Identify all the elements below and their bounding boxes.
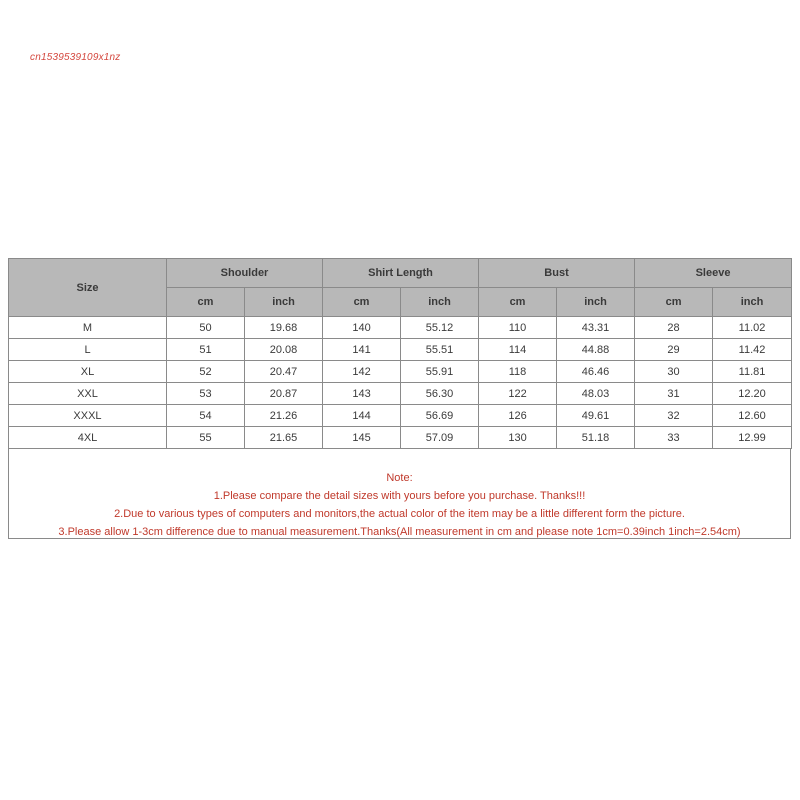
table-cell: 56.69 bbox=[401, 405, 479, 427]
table-cell: 20.08 bbox=[245, 339, 323, 361]
table-cell: 51 bbox=[167, 339, 245, 361]
table-cell: 145 bbox=[323, 427, 401, 449]
table-cell: 110 bbox=[479, 317, 557, 339]
table-cell: 12.20 bbox=[713, 383, 792, 405]
unit-header: inch bbox=[245, 288, 323, 317]
table-cell: 12.99 bbox=[713, 427, 792, 449]
unit-header: inch bbox=[401, 288, 479, 317]
table-header bbox=[9, 259, 792, 317]
table-cell: 57.09 bbox=[401, 427, 479, 449]
table-cell: 51.18 bbox=[557, 427, 635, 449]
size-cell: M bbox=[9, 317, 167, 339]
table-cell: 44.88 bbox=[557, 339, 635, 361]
table-cell: 118 bbox=[479, 361, 557, 383]
table-cell: 142 bbox=[323, 361, 401, 383]
table-cell: 54 bbox=[167, 405, 245, 427]
table-cell: 50 bbox=[167, 317, 245, 339]
table-cell: 43.31 bbox=[557, 317, 635, 339]
table-cell: 11.42 bbox=[713, 339, 792, 361]
size-table bbox=[8, 258, 792, 449]
table-cell: 32 bbox=[635, 405, 713, 427]
table-cell: 31 bbox=[635, 383, 713, 405]
note-box bbox=[8, 449, 791, 539]
shirt-length-header: Shirt Length bbox=[323, 259, 479, 288]
table-row bbox=[9, 339, 792, 361]
size-column-header: Size bbox=[9, 259, 167, 317]
size-cell: XL bbox=[9, 361, 167, 383]
table-cell: 114 bbox=[479, 339, 557, 361]
table-cell: 144 bbox=[323, 405, 401, 427]
note-line-1: 1.Please compare the detail sizes with yours before you purchase. Thanks!!! bbox=[213, 490, 586, 502]
table-cell: 55.51 bbox=[401, 339, 479, 361]
table-cell: 20.47 bbox=[245, 361, 323, 383]
size-cell: XXL bbox=[9, 383, 167, 405]
table-cell: 46.46 bbox=[557, 361, 635, 383]
table-cell: 122 bbox=[479, 383, 557, 405]
table-cell: 49.61 bbox=[557, 405, 635, 427]
table-row bbox=[9, 383, 792, 405]
table-row bbox=[9, 405, 792, 427]
table-cell: 48.03 bbox=[557, 383, 635, 405]
table-cell: 126 bbox=[479, 405, 557, 427]
table-cell: 55.91 bbox=[401, 361, 479, 383]
table-cell: 33 bbox=[635, 427, 713, 449]
table-row bbox=[9, 361, 792, 383]
table-cell: 11.81 bbox=[713, 361, 792, 383]
unit-header: cm bbox=[323, 288, 401, 317]
header-group-row bbox=[9, 259, 792, 288]
watermark-text: cn1539539109x1nz bbox=[30, 52, 121, 63]
unit-header: cm bbox=[479, 288, 557, 317]
size-chart bbox=[8, 258, 791, 539]
table-row bbox=[9, 317, 792, 339]
table-cell: 130 bbox=[479, 427, 557, 449]
table-row bbox=[9, 427, 792, 449]
table-cell: 55.12 bbox=[401, 317, 479, 339]
size-cell: 4XL bbox=[9, 427, 167, 449]
table-cell: 143 bbox=[323, 383, 401, 405]
note-line-3: 3.Please allow 1-3cm difference due to manual measurement.Thanks(All measurement in cm and please note 1cm=0.39inch 1inch=2.54cm) bbox=[58, 526, 741, 538]
unit-header: cm bbox=[167, 288, 245, 317]
shoulder-header: Shoulder bbox=[167, 259, 323, 288]
table-cell: 28 bbox=[635, 317, 713, 339]
size-cell: XXXL bbox=[9, 405, 167, 427]
table-cell: 21.26 bbox=[245, 405, 323, 427]
unit-header: cm bbox=[635, 288, 713, 317]
table-cell: 12.60 bbox=[713, 405, 792, 427]
table-cell: 20.87 bbox=[245, 383, 323, 405]
table-cell: 11.02 bbox=[713, 317, 792, 339]
table-cell: 30 bbox=[635, 361, 713, 383]
table-cell: 56.30 bbox=[401, 383, 479, 405]
size-cell: L bbox=[9, 339, 167, 361]
unit-header: inch bbox=[713, 288, 792, 317]
table-cell: 140 bbox=[323, 317, 401, 339]
table-cell: 19.68 bbox=[245, 317, 323, 339]
table-body bbox=[9, 317, 792, 449]
unit-header: inch bbox=[557, 288, 635, 317]
sleeve-header: Sleeve bbox=[635, 259, 792, 288]
note-title: Note: bbox=[386, 472, 413, 484]
note-line-2: 2.Due to various types of computers and monitors,the actual color of the item may be a little different form the picture. bbox=[114, 508, 685, 520]
table-cell: 29 bbox=[635, 339, 713, 361]
table-cell: 21.65 bbox=[245, 427, 323, 449]
table-cell: 141 bbox=[323, 339, 401, 361]
table-cell: 55 bbox=[167, 427, 245, 449]
table-cell: 53 bbox=[167, 383, 245, 405]
bust-header: Bust bbox=[479, 259, 635, 288]
table-cell: 52 bbox=[167, 361, 245, 383]
